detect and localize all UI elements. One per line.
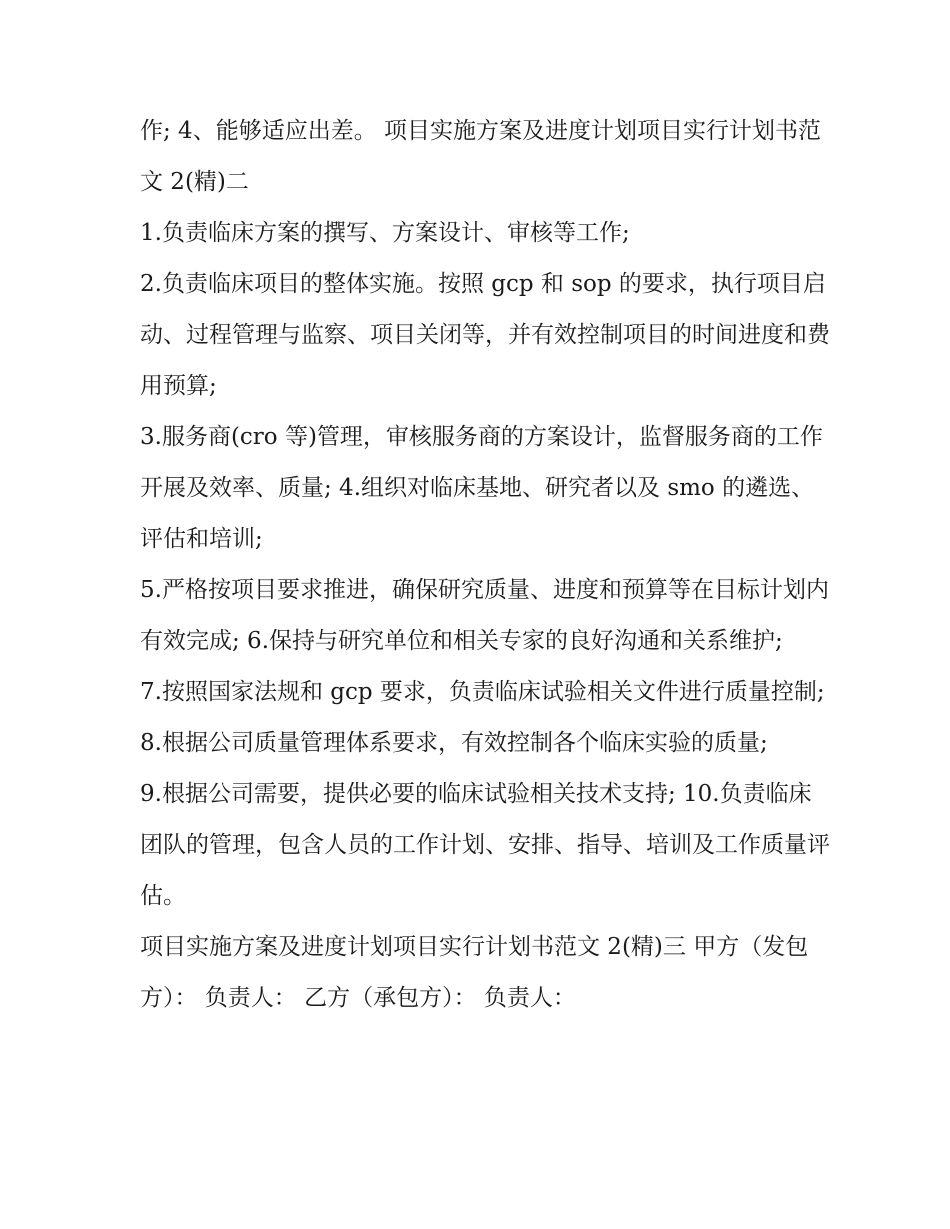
paragraph: 1.负责临床方案的撰写、方案设计、审核等工作; [140, 220, 630, 246]
paragraph: 2.负责临床项目的整体实施。按照 gcp 和 sop 的要求，执行项目启动、过程管理与监察、项目关闭等，并有效控制项目的时间进度和费用预算; [140, 271, 830, 399]
paragraph: 作; 4、能够适应出差。 项目实施方案及进度计划项目实行计划书范文 2(精)二 [140, 118, 822, 195]
paragraph: 3.服务商(cro 等)管理，审核服务商的方案设计，监督服务商的工作开展及效率、质量; 4.组织对临床基地、研究者以及 smo 的遴选、评估和培训; [140, 424, 823, 552]
document-body [140, 106, 830, 1024]
paragraph: 项目实施方案及进度计划项目实行计划书范文 2(精)三 甲方（发包方）： 负责人： 乙方（承包方）： 负责人： [140, 934, 809, 1011]
paragraph: 7.按照国家法规和 gcp 要求，负责临床试验相关文件进行质量控制; 8.根据公司质量管理体系要求，有效控制各个临床实验的质量; [140, 679, 825, 756]
paragraph: 9.根据公司需要，提供必要的临床试验相关技术支持; 10.负责临床团队的管理，包含人员的工作计划、安排、指导、培训及工作质量评估。 [140, 781, 830, 909]
paragraph: 5.严格按项目要求推进，确保研究质量、进度和预算等在目标计划内有效完成; 6.保持与研究单位和相关专家的良好沟通和关系维护; [140, 577, 829, 654]
